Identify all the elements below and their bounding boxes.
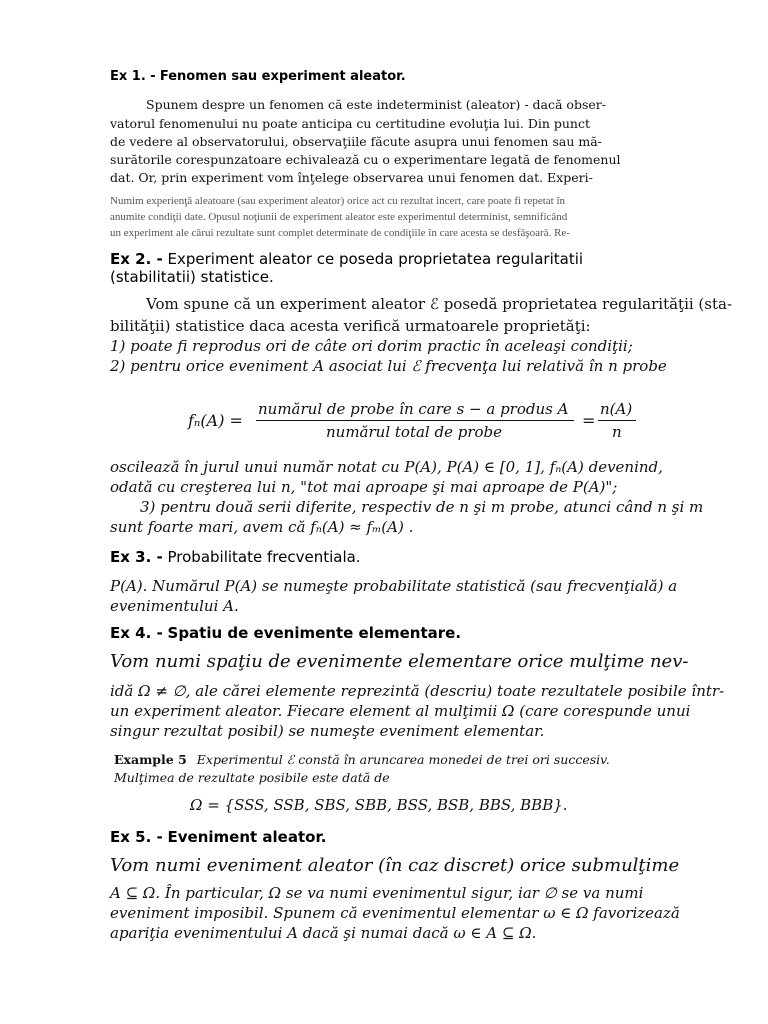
ex5-title: Eveniment aleator. <box>167 828 327 846</box>
ex3-line-2: evenimentului A. <box>110 597 239 615</box>
omega-set: Ω = {SSS, SSB, SBS, SBB, BSS, BSB, BBS, BBB}. <box>190 796 568 814</box>
formula-fraction-bar-2 <box>598 420 636 421</box>
ex5-line-2: eveniment imposibil. Spunem că evenimentul elementar ω ∈ Ω favorizează <box>110 904 680 922</box>
ex5-line-3: apariţia evenimentului A dacă şi numai dacă ω ∈ A ⊆ Ω. <box>110 924 537 942</box>
ex1-p2-line: Numim experienţă aleatoare (sau experiment aleator) orice act cu rezultat incert, care poate fi repetat în <box>110 195 566 207</box>
ex4-number: Ex 4. - <box>110 624 163 642</box>
ex1-title: Fenomen sau experiment aleator. <box>159 69 406 84</box>
formula-numerator: numărul de probe în care s − a produs A <box>258 400 569 418</box>
ex2-after-line-1: oscilează în jurul unui număr notat cu P(A), P(A) ∈ [0, 1], fₙ(A) devenind, <box>110 458 663 476</box>
formula-denominator-2: n <box>612 423 622 441</box>
ex1-p1-line: de vedere al observatorului, observaţiile făcute asupra unui fenomen sau mă- <box>110 134 602 149</box>
formula-denominator: numărul total de probe <box>326 423 503 441</box>
ex2-number: Ex 2. - <box>110 250 163 268</box>
ex5-heading <box>110 828 326 846</box>
ex4-title: Spatiu de evenimente elementare. <box>167 624 462 642</box>
ex3-number: Ex 3. - <box>110 548 163 566</box>
ex5-big-line: Vom numi eveniment aleator (în caz discret) orice submulţime <box>110 855 680 876</box>
formula-lhs: fₙ(A) = <box>188 411 243 430</box>
ex1-p1-line: Spunem despre un fenomen că este indeterminist (aleator) - dacă obser- <box>146 97 606 112</box>
ex3-title: Probabilitate frecventiala. <box>167 548 361 566</box>
ex1-p1-line: vatorul fenomenului nu poate anticipa cu certitudine evoluţia lui. Din punct <box>110 116 590 131</box>
ex4-big-line: Vom numi spaţiu de evenimente elementare orice mulţime nev- <box>110 651 689 672</box>
ex2-heading <box>110 250 583 268</box>
ex2-item-3-line-1: 3) pentru două serii diferite, respectiv de n şi m probe, atunci când n şi m <box>140 498 704 516</box>
example-line-1: Experimentul ℰ constă în aruncarea monedei de trei ori succesiv. <box>196 752 610 767</box>
ex1-p2-line: un experiment ale cărui rezultate sunt complet determinate de condiţiile în care acesta se desfăşoară. Re- <box>110 227 570 239</box>
ex1-p1-line: surătorile corespunzatoare echivalează cu o experimentare legată de fenomenul <box>110 152 621 167</box>
ex1-number: Ex 1. - <box>110 69 156 84</box>
example-5 <box>114 752 610 767</box>
ex4-line-1: idă Ω ≠ ∅, ale cărei elemente reprezintă (descriu) toate rezultatele posibile într- <box>110 682 725 700</box>
formula-numerator-2: n(A) <box>600 400 633 418</box>
ex4-line-2: un experiment aleator. Fiecare element al mulţimii Ω (care corespunde unui <box>110 702 691 720</box>
ex4-line-3: singur rezultat posibil) se numeşte eveniment elementar. <box>110 722 545 740</box>
ex2-title-line-2: (stabilitatii) statistice. <box>110 268 274 286</box>
ex5-line-1: A ⊆ Ω. În particular, Ω se va numi evenimentul sigur, iar ∅ se va numi <box>110 884 644 902</box>
ex2-item-1: 1) poate fi reprodus ori de câte ori dorim practic în aceleaşi condiţii; <box>110 337 633 355</box>
example-label: Example 5 <box>114 752 187 767</box>
formula-fraction-bar <box>256 420 574 421</box>
ex5-number: Ex 5. - <box>110 828 163 846</box>
ex2-after-line-2: odată cu creşterea lui n, "tot mai aproape şi mai aproape de P(A)"; <box>110 478 618 496</box>
ex1-p1-line: dat. Or, prin experiment vom înţelege observarea unui fenomen dat. Experi- <box>110 170 593 185</box>
ex4-heading <box>110 624 461 642</box>
ex2-item-3-line-2: sunt foarte mari, avem că fₙ(A) ≈ fₘ(A) . <box>110 518 414 536</box>
ex2-item-2: 2) pentru orice eveniment A asociat lui ℰ frecvenţa lui relativă în n probe <box>110 357 667 375</box>
example-line-2: Mulţimea de rezultate posibile este dată de <box>114 770 390 785</box>
ex1-p2-line: anumite condiţii date. Opusul noţiunii de experiment aleator este experimentul determinist, semnificând <box>110 211 568 223</box>
ex3-heading <box>110 548 361 566</box>
formula-equals: = <box>582 411 596 430</box>
ex1-heading <box>110 69 406 84</box>
ex2-intro-line-1: Vom spune că un experiment aleator ℰ posedă proprietatea regularităţii (sta- <box>146 295 733 313</box>
ex2-title-line-1: Experiment aleator ce poseda proprietatea regularitatii <box>167 250 584 268</box>
ex3-line-1: P(A). Numărul P(A) se numeşte probabilitate statistică (sau frecvenţială) a <box>110 577 678 595</box>
ex2-intro-line-2: bilităţii) statistice daca acesta verifică urmatoarele proprietăţi: <box>110 317 591 335</box>
